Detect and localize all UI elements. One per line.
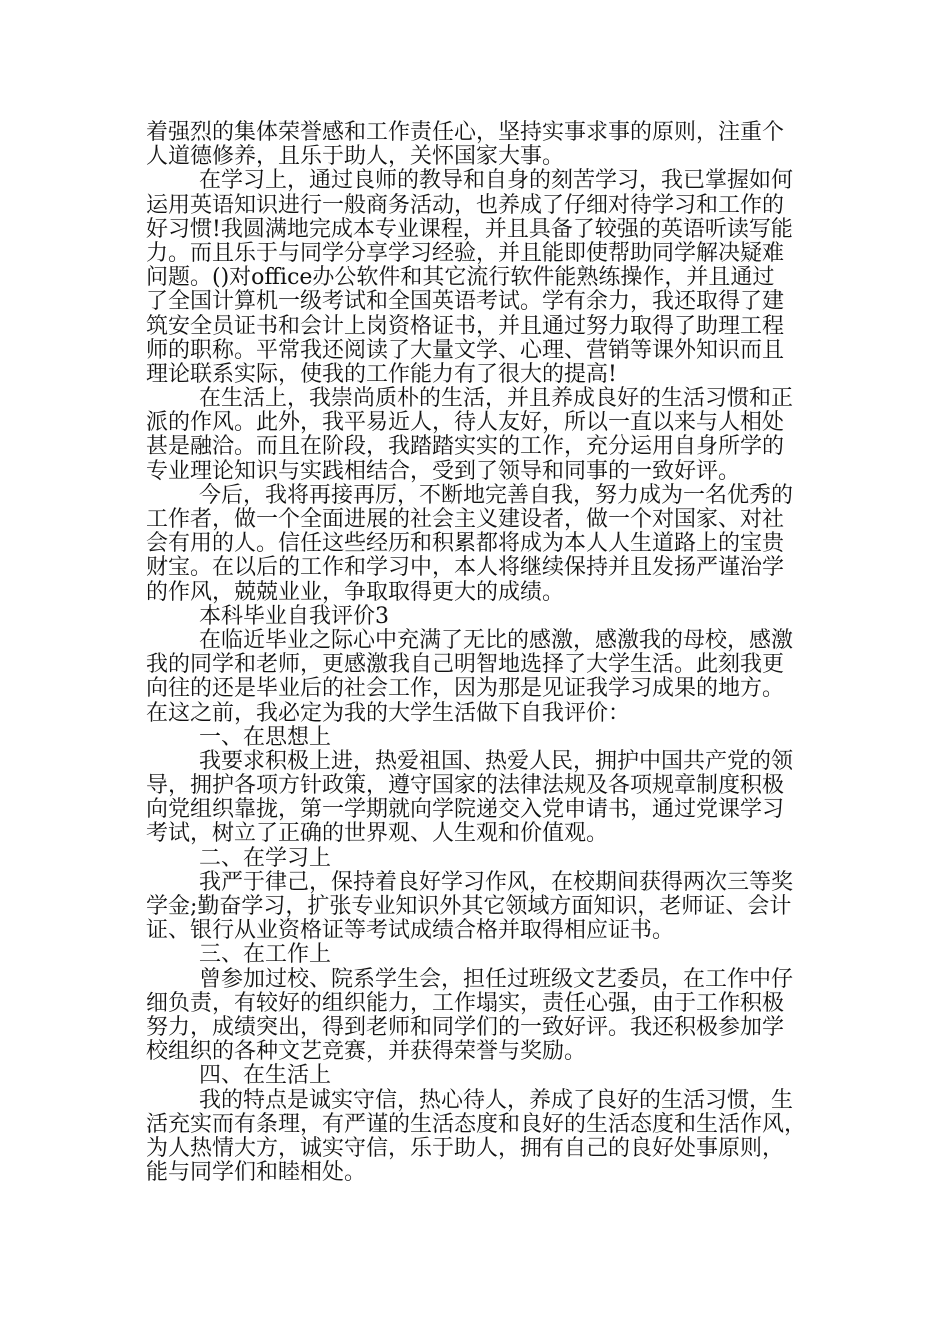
text-line: 着强烈的集体荣誉感和工作责任心，坚持实事求事的原则，注重个 — [146, 120, 785, 145]
text-line: 好习惯!我圆满地完成本专业课程，并且具备了较强的英语听读写能 — [146, 216, 793, 242]
text-line: 人道德修养，且乐于助人，关怀国家大事。 — [146, 144, 565, 170]
text-line: 问题。()对office办公软件和其它流行软件能熟练操作，并且通过 — [146, 265, 775, 291]
text-line: 证、银行从业资格证等考试成绩合格并取得相应证书。 — [146, 918, 675, 944]
text-line: 师的职称。平常我还阅读了大量文学、心理、营销等课外知识而且 — [146, 337, 785, 363]
text-line: 力。而且乐于与同学分享学习经验，并且能即使帮助同学解决疑难 — [146, 240, 785, 266]
text-line: 在学习上，通过良师的教导和自身的刻苦学习，我已掌握如何 — [199, 168, 794, 194]
text-line: 能与同学们和睦相处。 — [146, 1160, 367, 1186]
text-line: 细负责，有较好的组织能力，工作塌实，责任心强，由于工作积极 — [146, 990, 785, 1016]
text-line: 活充实而有条理，有严谨的生活态度和良好的生活态度和生活作风， — [146, 1111, 807, 1137]
text-line: 工作者，做一个全面进展的社会主义建设者，做一个对国家、对社 — [146, 507, 785, 532]
text-line: 二、在学习上 — [199, 845, 332, 871]
text-line: 派的作风。此外，我平易近人，待人友好，所以一直以来与人相处 — [146, 410, 785, 436]
text-line: 我的特点是诚实守信，热心待人，养成了良好的生活习惯，生 — [199, 1087, 794, 1113]
text-line: 我严于律己，保持着良好学习作风，在校期间获得两次三等奖 — [199, 869, 794, 895]
text-line: 我要求积极上进，热爱祖国、热爱人民，拥护中国共产党的领 — [199, 748, 794, 774]
text-line: 导，拥护各项方针政策，遵守国家的法律法规及各项规章制度积极 — [146, 773, 785, 799]
text-line: 财宝。在以后的工作和学习中，本人将继续保持并且发扬严谨治学 — [146, 555, 785, 581]
text-line: 运用英语知识进行一般商务活动，也养成了仔细对待学习和工作的 — [146, 192, 785, 218]
text-line: 在这之前，我必定为我的大学生活做下自我评价： — [146, 700, 631, 726]
text-line: 为人热情大方，诚实守信，乐于助人，拥有自己的良好处事原则， — [146, 1135, 785, 1161]
text-line: 了全国计算机一级考试和全国英语考试。学有余力，我还取得了建 — [146, 289, 785, 315]
text-line: 专业理论知识与实践相结合，受到了领导和同事的一致好评。 — [146, 458, 741, 484]
text-line: 理论联系实际，使我的工作能力有了很大的提高! — [146, 361, 617, 387]
document-body — [146, 121, 816, 1185]
text-line: 今后，我将再接再厉，不断地完善自我，努力成为一名优秀的 — [199, 482, 794, 508]
text-line: 校组织的各种文艺竞赛，并获得荣誉与奖励。 — [146, 1039, 587, 1065]
text-line: 在临近毕业之际心中充满了无比的感激，感激我的母校，感激 — [199, 627, 794, 653]
text-line: 一、在思想上 — [199, 724, 332, 750]
text-line: 向往的还是毕业后的社会工作，因为那是见证我学习成果的地方。 — [146, 676, 785, 702]
text-line: 在生活上，我崇尚质朴的生活，并且养成良好的生活习惯和正 — [199, 386, 794, 412]
text-line: 我的同学和老师，更感激我自己明智地选择了大学生活。此刻我更 — [146, 652, 785, 678]
text-line: 本科毕业自我评价3 — [199, 603, 389, 629]
text-line: 努力，成绩突出，得到老师和同学们的一致好评。我还积极参加学 — [146, 1014, 785, 1040]
text-line: 考试，树立了正确的世界观、人生观和价值观。 — [146, 821, 609, 847]
text-line: 曾参加过校、院系学生会，担任过班级文艺委员，在工作中仔 — [199, 966, 794, 992]
text-line: 会有用的人。信任这些经历和积累都将成为本人人生道路上的宝贵 — [146, 531, 785, 557]
text-line: 的作风，兢兢业业，争取取得更大的成绩。 — [146, 579, 565, 605]
text-line: 四、在生活上 — [199, 1063, 332, 1089]
text-line: 向党组织靠拢，第一学期就向学院递交入党申请书，通过党课学习 — [146, 797, 785, 823]
text-line: 甚是融洽。而且在阶段，我踏踏实实的工作，充分运用自身所学的 — [146, 434, 785, 460]
text-line: 筑安全员证书和会计上岗资格证书，并且通过努力取得了助理工程 — [146, 313, 785, 339]
text-line: 三、在工作上 — [199, 942, 332, 968]
text-line: 学金;勤奋学习，扩张专业知识外其它领域方面知识，老师证、会计 — [146, 894, 792, 919]
